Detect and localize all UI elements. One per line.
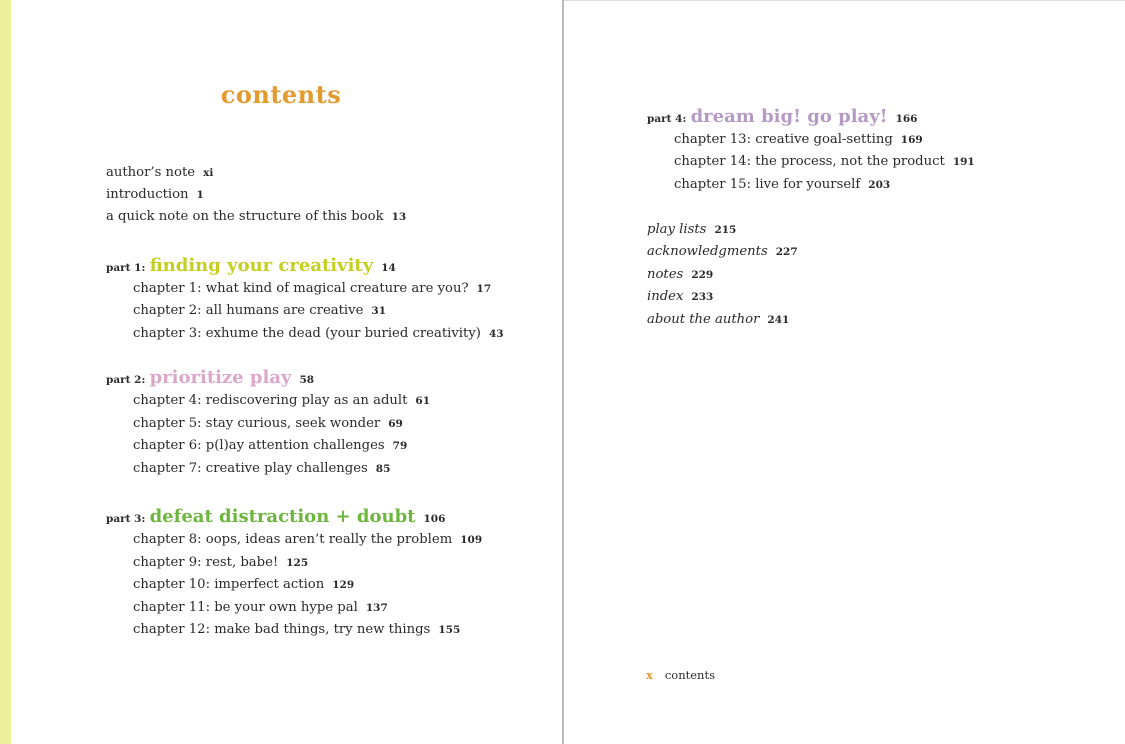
toc-chapter-14 <box>674 153 975 171</box>
entry-label: play lists <box>647 222 707 237</box>
entry-page: xi <box>203 167 214 179</box>
chapter-page: 125 <box>286 557 309 569</box>
part-title: prioritize play <box>149 367 292 388</box>
toc-entry-introduction <box>106 186 204 204</box>
toc-entry-index <box>647 288 713 306</box>
chapter-label: chapter 10: imperfect action <box>133 577 325 592</box>
chapter-page: 155 <box>438 624 461 636</box>
toc-chapter-11 <box>133 599 388 617</box>
entry-label: notes <box>647 267 684 282</box>
entry-page: 229 <box>691 269 714 281</box>
part-heading-4 <box>647 106 917 130</box>
folio-number: x <box>646 668 653 682</box>
part-title: defeat distraction + doubt <box>149 506 416 527</box>
toc-chapter-13 <box>674 131 923 149</box>
folio-label: contents <box>664 668 715 682</box>
chapter-page: 137 <box>365 602 388 614</box>
toc-entry-play-lists <box>647 221 736 239</box>
chapter-label: chapter 15: live for yourself <box>674 177 861 192</box>
toc-chapter-4 <box>133 392 430 410</box>
entry-page: 1 <box>196 189 204 201</box>
toc-entry-about-the-author <box>647 311 789 329</box>
chapter-page: 69 <box>388 418 403 430</box>
chapter-page: 85 <box>375 463 391 475</box>
toc-chapter-8 <box>133 531 482 549</box>
entry-label: a quick note on the structure of this book <box>106 209 384 224</box>
chapter-page: 31 <box>371 305 387 317</box>
entry-label: about the author <box>647 312 760 327</box>
toc-chapter-9 <box>133 554 308 572</box>
chapter-label: chapter 9: rest, babe! <box>133 555 279 570</box>
part-label: part 1: <box>106 262 146 274</box>
toc-chapter-6 <box>133 437 407 455</box>
part-label: part 4: <box>647 113 687 125</box>
toc-entry-notes <box>647 266 713 284</box>
chapter-page: 61 <box>415 395 431 407</box>
toc-chapter-7 <box>133 460 390 478</box>
toc-chapter-3 <box>133 325 504 343</box>
chapter-label: chapter 14: the process, not the product <box>674 154 945 169</box>
chapter-page: 79 <box>392 440 408 452</box>
chapter-page: 203 <box>868 179 891 191</box>
entry-label: author’s note <box>106 165 196 180</box>
toc-entry-acknowledgments <box>647 243 798 261</box>
chapter-label: chapter 1: what kind of magical creature are you? <box>133 281 469 296</box>
chapter-page: 129 <box>332 579 355 591</box>
chapter-label: chapter 12: make bad things, try new things <box>133 622 431 637</box>
chapter-page: 109 <box>460 534 483 546</box>
part-page: 166 <box>895 113 918 125</box>
part-heading-2 <box>106 367 314 391</box>
contents-title: contents <box>220 80 342 109</box>
part-title: finding your creativity <box>149 255 374 276</box>
toc-chapter-10 <box>133 576 354 594</box>
part-page: 14 <box>381 262 396 274</box>
entry-label: index <box>647 289 684 304</box>
part-label: part 3: <box>106 513 146 525</box>
toc-entry-structure-note <box>106 208 406 226</box>
page-folio <box>646 668 715 682</box>
chapter-label: chapter 8: oops, ideas aren’t really the problem <box>133 532 453 547</box>
chapter-label: chapter 13: creative goal-setting <box>674 132 893 147</box>
toc-chapter-12 <box>133 621 460 639</box>
entry-page: 241 <box>767 314 790 326</box>
entry-label: acknowledgments <box>647 244 768 259</box>
entry-page: 227 <box>775 246 798 258</box>
chapter-page: 169 <box>900 134 923 146</box>
part-label: part 2: <box>106 374 146 386</box>
toc-entry-authors-note <box>106 164 213 182</box>
chapter-page: 17 <box>476 283 492 295</box>
chapter-label: chapter 6: p(l)ay attention challenges <box>133 438 385 453</box>
book-spine-edge <box>0 0 11 744</box>
entry-label: introduction <box>106 187 189 202</box>
chapter-label: chapter 11: be your own hype pal <box>133 600 358 615</box>
toc-chapter-2 <box>133 302 386 320</box>
chapter-label: chapter 5: stay curious, seek wonder <box>133 416 381 431</box>
chapter-page: 191 <box>952 156 975 168</box>
entry-page: 13 <box>391 211 407 223</box>
part-title: dream big! go play! <box>690 106 888 127</box>
chapter-label: chapter 7: creative play challenges <box>133 461 368 476</box>
toc-chapter-5 <box>133 415 403 433</box>
toc-chapter-15 <box>674 176 890 194</box>
entry-page: 233 <box>691 291 714 303</box>
entry-page: 215 <box>714 224 737 236</box>
chapter-label: chapter 3: exhume the dead (your buried creativity) <box>133 326 481 341</box>
part-page: 106 <box>423 513 446 525</box>
toc-chapter-1 <box>133 280 491 298</box>
part-page: 58 <box>299 374 315 386</box>
part-heading-1 <box>106 255 396 279</box>
chapter-label: chapter 2: all humans are creative <box>133 303 364 318</box>
part-heading-3 <box>106 506 445 530</box>
chapter-label: chapter 4: rediscovering play as an adult <box>133 393 408 408</box>
chapter-page: 43 <box>488 328 504 340</box>
